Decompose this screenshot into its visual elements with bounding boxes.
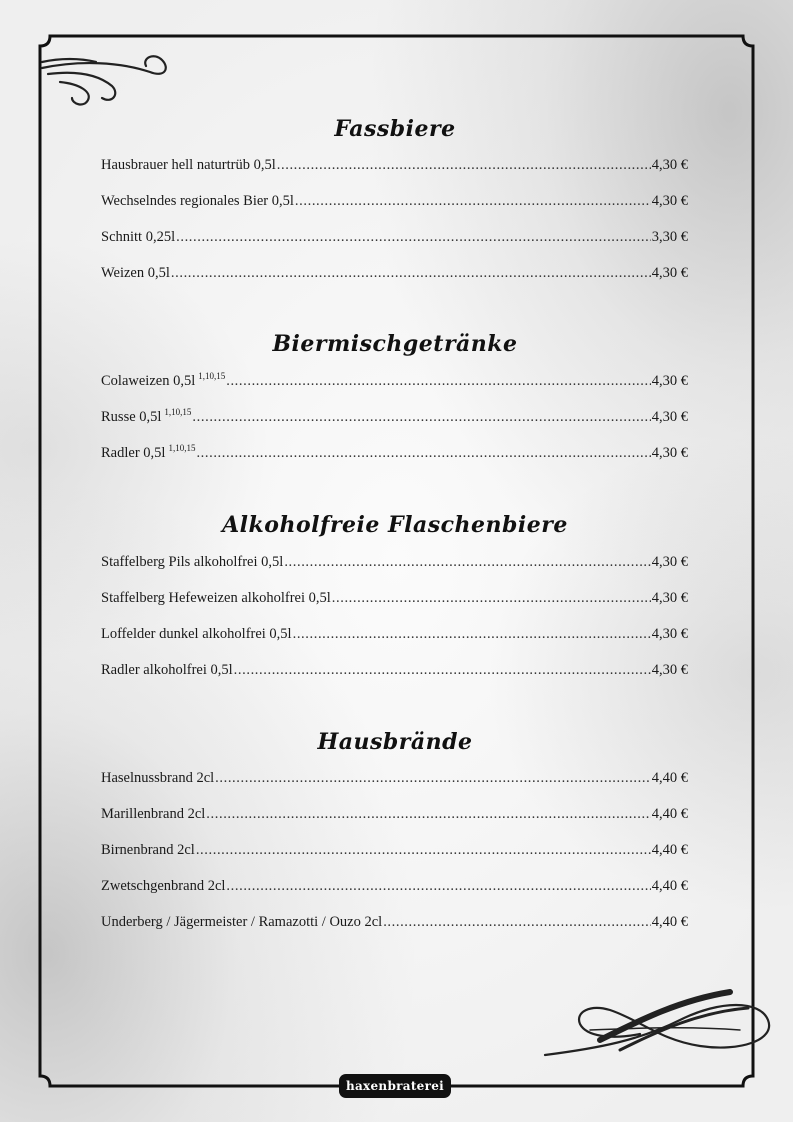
menu-item [101, 626, 688, 648]
item-name-text: Colaweizen 0,5l [101, 373, 196, 389]
menu-item [101, 229, 688, 251]
item-name-text: Radler 0,5l [101, 445, 166, 461]
allergen-note: 1,10,15 [168, 443, 196, 454]
menu-item [101, 806, 688, 828]
item-name [101, 445, 195, 462]
menu-item [101, 770, 688, 792]
section-title-biermischgetraenke: Biermischgetränke [272, 331, 518, 357]
item-name: Birnenbrand 2cl [101, 842, 195, 858]
item-name: Weizen 0,5l [101, 265, 170, 281]
item-price: 4,40 € [651, 806, 688, 822]
leader-dots [284, 554, 650, 571]
leader-dots [206, 806, 650, 823]
item-price: 4,30 € [651, 554, 688, 570]
leader-dots [192, 409, 650, 426]
menu-item [101, 409, 688, 431]
leader-dots [171, 265, 651, 282]
item-price: 4,30 € [651, 409, 688, 425]
allergen-note: 1,10,15 [164, 407, 192, 418]
item-price: 4,40 € [651, 878, 688, 894]
item-name: Loffelder dunkel alkoholfrei 0,5l [101, 626, 292, 642]
brand-logo: haxenbraterei [339, 1074, 451, 1098]
item-name: Staffelberg Hefeweizen alkoholfrei 0,5l [101, 590, 331, 606]
item-name: Underberg / Jägermeister / Ramazotti / Ouzo 2cl [101, 914, 383, 930]
item-price: 4,30 € [651, 662, 688, 678]
item-price: 4,40 € [651, 914, 688, 930]
section-title-hausbraende: Hausbrände [317, 729, 473, 755]
item-name [101, 373, 225, 390]
leader-dots [293, 626, 651, 643]
item-name-text: Russe 0,5l [101, 409, 162, 425]
item-price: 4,30 € [651, 590, 688, 606]
item-price: 4,30 € [651, 193, 688, 209]
flourish-icon [42, 56, 166, 104]
leader-dots [226, 373, 651, 390]
item-name: Haselnussbrand 2cl [101, 770, 215, 786]
item-price: 4,40 € [651, 842, 688, 858]
item-name: Staffelberg Pils alkoholfrei 0,5l [101, 554, 284, 570]
item-name: Hausbrauer hell naturtrüb 0,5l [101, 157, 276, 173]
allergen-note: 1,10,15 [198, 371, 226, 382]
menu-item [101, 878, 688, 900]
leader-dots [196, 842, 651, 859]
item-name: Zwetschgenbrand 2cl [101, 878, 226, 894]
menu-item [101, 554, 688, 576]
leader-dots [196, 445, 650, 462]
item-name: Marillenbrand 2cl [101, 806, 206, 822]
menu-item [101, 842, 688, 864]
menu-item [101, 373, 688, 395]
item-price: 4,40 € [651, 770, 688, 786]
menu-item [101, 662, 688, 684]
item-price: 3,30 € [651, 229, 688, 245]
menu-item [101, 193, 688, 215]
leader-dots [332, 590, 651, 607]
item-price: 4,30 € [651, 157, 688, 173]
leader-dots [234, 662, 651, 679]
menu-item [101, 914, 688, 936]
menu-item [101, 157, 688, 179]
section-title-fassbiere: Fassbiere [334, 116, 456, 142]
leader-dots [295, 193, 651, 210]
leader-dots [215, 770, 651, 787]
flourish-icon [545, 992, 769, 1055]
leader-dots [226, 878, 650, 895]
section-title-alkoholfreie-flaschenbiere: Alkoholfreie Flaschenbiere [222, 512, 568, 538]
leader-dots [176, 229, 651, 246]
leader-dots [277, 157, 651, 174]
menu-item [101, 590, 688, 612]
item-price: 4,30 € [651, 265, 688, 281]
leader-dots [383, 914, 651, 931]
menu-item [101, 265, 688, 287]
item-name: Schnitt 0,25l [101, 229, 176, 245]
item-name: Wechselndes regionales Bier 0,5l [101, 193, 294, 209]
item-price: 4,30 € [651, 445, 688, 461]
item-price: 4,30 € [651, 373, 688, 389]
menu-item [101, 445, 688, 467]
item-price: 4,30 € [651, 626, 688, 642]
item-name [101, 409, 191, 426]
item-name: Radler alkoholfrei 0,5l [101, 662, 233, 678]
